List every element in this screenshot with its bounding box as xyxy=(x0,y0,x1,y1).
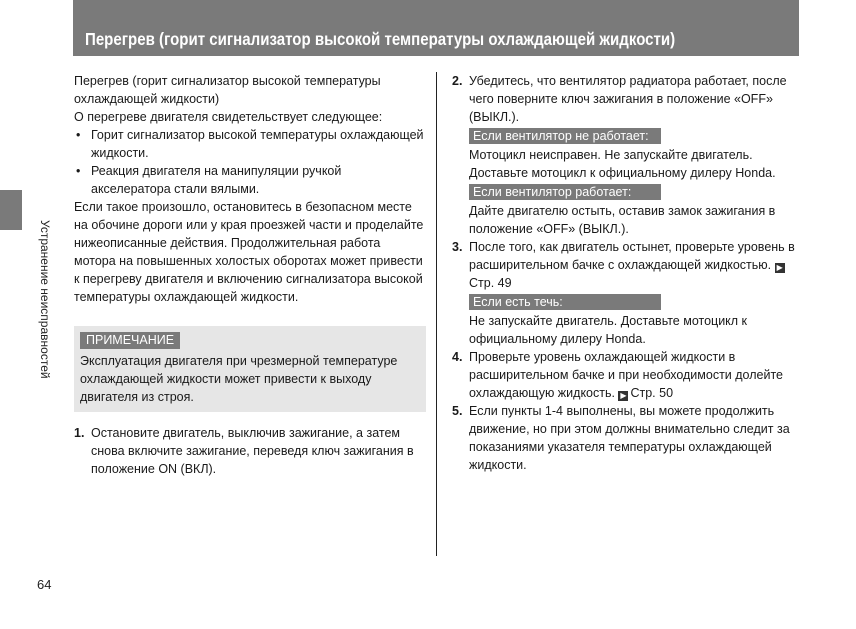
page-ref[interactable]: Стр. 50 xyxy=(630,386,674,400)
page-ref[interactable]: Стр. 49 xyxy=(469,276,512,290)
condition-text: Мотоцикл неисправен. Не запускайте двигатель. Доставьте мотоцикл к официальному дилеру Honda. xyxy=(469,148,776,180)
step-text xyxy=(469,238,802,292)
symptoms-list xyxy=(74,126,424,198)
step-5 xyxy=(452,402,802,474)
intro-text: Перегрев (горит сигнализатор высокой температуры охлаждающей жидкости) xyxy=(74,74,381,106)
list-item: • Горит сигнализатор высокой температуры охлаждающей жидкости. xyxy=(74,126,424,162)
steps-list-left xyxy=(74,424,424,478)
step-number: 5. xyxy=(452,404,463,418)
list-item: • Реакция двигателя на манипуляции ручкой акселератора стали вялыми. xyxy=(74,162,424,198)
chapter-tab xyxy=(0,190,22,230)
page-number: 64 xyxy=(37,577,52,592)
condition-label: Если вентилятор работает: xyxy=(469,184,661,200)
note-text: Эксплуатация двигателя при чрезмерной температуре охлаждающей жидкости может привести к выходу двигателя из строя. xyxy=(80,354,398,404)
step-3 xyxy=(452,238,802,348)
advice-text: Если такое произошло, остановитесь в безопасном месте на обочине дороги или у края проезжей части и проделайте нижеописанные действия. Продолжительная работа мотора на повышенных холостых оборотах может привести к перегреву двигателя и включению сигнализатора высокой температуры охлаждающей жидкости. xyxy=(74,200,424,304)
section-header xyxy=(73,0,799,56)
left-column xyxy=(74,72,424,478)
note-box xyxy=(74,326,426,412)
condition-text: Не запускайте двигатель. Доставьте мотоцикл к официальному дилеру Honda. xyxy=(469,314,748,346)
condition-text: Дайте двигателю остыть, оставив замок зажигания в положение «OFF» (ВЫКЛ.). xyxy=(469,204,776,236)
column-divider xyxy=(436,72,437,556)
step-text: Если пункты 1-4 выполнены, вы можете продолжить движение, но при этом должны внимательно следит за показаниями указателя температуры охлаждающей жидкости. xyxy=(469,404,790,472)
page-ref-icon: ▶ xyxy=(620,391,627,400)
step-number: 1. xyxy=(74,426,85,440)
step-1 xyxy=(74,424,424,478)
step-text: Убедитесь, что вентилятор радиатора работает, после чего поверните ключ зажигания в положение «OFF» (ВЫКЛ.). xyxy=(469,74,787,124)
right-column xyxy=(452,72,802,474)
condition-label: Если вентилятор не работает: xyxy=(469,128,661,144)
step-4 xyxy=(452,348,802,402)
step-text-body: Проверьте уровень охлаждающей жидкости в расширительном бачке и при необходимости долейте охлаждающую жидкость. xyxy=(469,350,784,400)
page-ref-icon: ▶ xyxy=(776,263,783,272)
step-2 xyxy=(452,72,802,238)
section-title: Перегрев (горит сигнализатор высокой температуры охлаждающей жидкости) xyxy=(85,29,676,49)
step-text-body: После того, как двигатель остынет, проверьте уровень в расширительном бачке с охлаждающей жидкостью. xyxy=(469,240,795,272)
step-number: 4. xyxy=(452,350,463,364)
step-number: 2. xyxy=(452,74,463,88)
step-text xyxy=(469,348,802,402)
chapter-label: Устранение неисправностей xyxy=(38,220,52,379)
step-text: Остановите двигатель, выключив зажигание, а затем снова включите зажигание, переведя ключ зажигания в положение ON (ВКЛ). xyxy=(91,426,414,476)
condition-label: Если есть течь: xyxy=(469,294,661,310)
steps-list-right xyxy=(452,72,802,474)
step-number: 3. xyxy=(452,240,463,254)
note-label: ПРИМЕЧАНИЕ xyxy=(80,332,180,349)
symptoms-lead: О перегреве двигателя свидетельствует следующее: xyxy=(74,110,383,124)
